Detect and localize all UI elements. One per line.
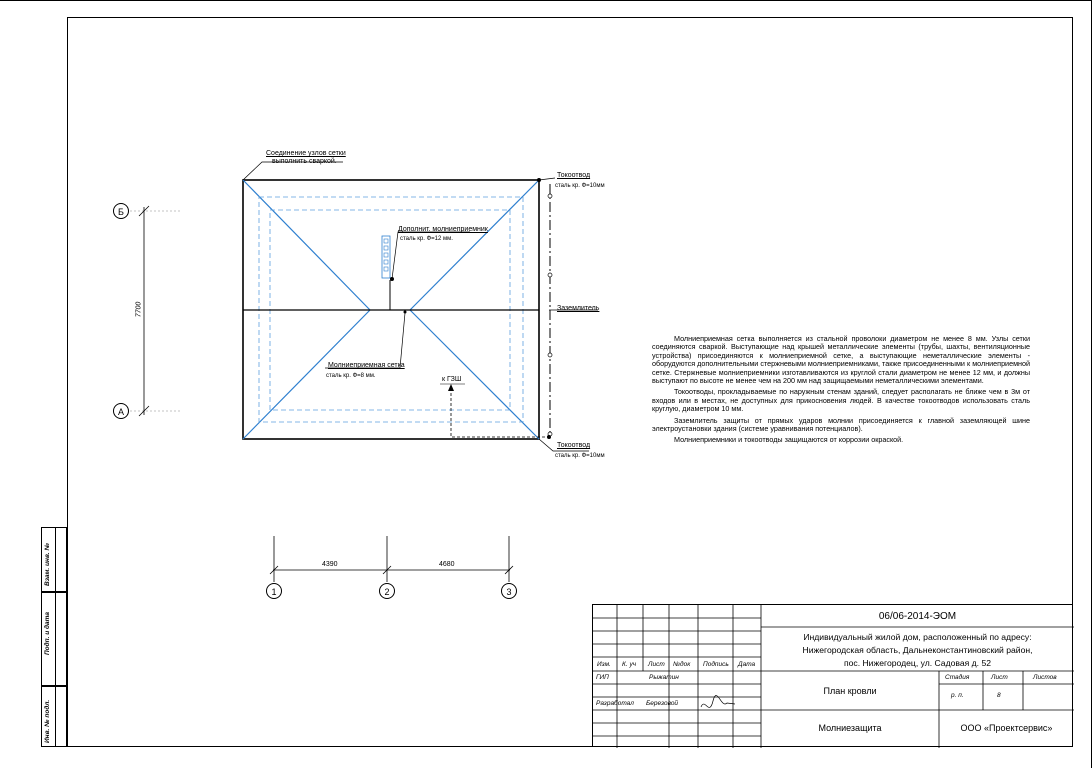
axis-a: А (113, 403, 129, 419)
note-3: Заземлитель защиты от прямых ударов молнии присоединяется к главной заземляющей шине электроустановки здания (системе уравнивания потенциалов). (652, 415, 1030, 434)
sheet-title: План кровли (823, 686, 877, 696)
object-line-2: Нижегородская область, Дальнеконстантиновский район, (802, 645, 1033, 655)
dim-span-2-3: 4680 (439, 561, 455, 568)
axis-b: Б (113, 203, 129, 219)
stamp-replaced-inv-label: Взам. инв. № (44, 543, 51, 586)
stamp-inv-original (41, 686, 67, 747)
object-line-1: Индивидуальный жилой дом, расположенный по адресу: (803, 632, 1032, 642)
role-gip: ГИП (596, 674, 609, 681)
down-conductor-top-spec: сталь кр. Ф=10мм (555, 183, 605, 189)
role-developer: Разработал (596, 700, 634, 707)
earthing-label: Заземлитель (557, 305, 600, 312)
stage-label: Стадия (945, 674, 970, 681)
stamp-inv-original-label: Инв. № подл. (44, 699, 51, 743)
company-name: ООО «Проектсервис» (960, 723, 1053, 733)
general-notes (652, 335, 1030, 448)
section-name: Молниезащита (818, 723, 882, 733)
to-gzsh-label: к ГЗШ (442, 376, 462, 383)
axis-1: 1 (266, 583, 282, 599)
name-developer: Березовой (646, 700, 679, 707)
col-ndok: №док (673, 661, 691, 668)
grid-joints-label-2: выполнить сваркой. (272, 158, 337, 165)
axis-3: 3 (501, 583, 517, 599)
title-block (592, 604, 1073, 747)
sheet-label: Лист (991, 674, 1008, 681)
col-data: Дата (738, 661, 756, 668)
col-list: Лист (648, 661, 665, 668)
down-conductor-bottom-spec: сталь кр. Ф=10мм (555, 453, 605, 459)
object-line-3: пос. Нижегородец, ул. Садовая д. 52 (843, 658, 992, 668)
mesh-title: Молниеприемная сетка (328, 362, 405, 369)
stamp-replaced-inv (41, 527, 67, 592)
dim-vertical: 7700 (135, 301, 143, 318)
note-2: Токоотводы, прокладываемые по наружным стенам зданий, следует располагать не ближе чем в 3м от входов или в местах, не доступных для прикосновения людей. В качестве токоотводов использовать сталь круглую, диаметром 10 мм. (652, 387, 1030, 414)
down-conductor-top-title: Токоотвод (557, 172, 591, 179)
stamp-sign-date (41, 592, 67, 686)
dim-span-1-2: 4390 (322, 561, 338, 568)
sheets-label: Листов (1033, 674, 1057, 681)
col-podp: Подпись (703, 661, 729, 668)
axis-2: 2 (379, 583, 395, 599)
down-conductor-bottom-title: Токоотвод (557, 442, 591, 449)
sheet-value: 8 (997, 692, 1001, 699)
name-gip: Рыжатин (649, 674, 679, 681)
mesh-spec: сталь кр. Ф=8 мм. (326, 373, 376, 379)
note-1: Молниеприемная сетка выполняется из стальной проволоки диаметром не менее 8 мм. Узлы сетки соединяются сваркой. Выступающие над крышей металлические элементы (трубы, шахты, вентиляционные устройства) присоединяются к молниеприемной сетке, а выступающие неметаллические элементы - оборудуются дополнительными стержневыми молниеприемниками, также присоединенными к молниеприемной сетке. Стержневые молниеприемники изготавливаются из круглой стали диаметром не менее 12 мм, и должны выступают по высоте не менее чем на 200 мм над защищаемыми неметаллическими элементами. (652, 334, 1030, 386)
col-izm: Изм. (597, 661, 611, 668)
extra-rod-spec: сталь кр. Ф=12 мм. (400, 236, 453, 242)
grid-joints-label-1: Соединение узлов сетки (266, 150, 346, 157)
doc-code: 06/06-2014-ЭОМ (878, 611, 957, 622)
extra-rod-title: Дополнит. молниеприемник (398, 226, 488, 233)
stage-value: р. п. (951, 692, 964, 699)
col-kuch: К. уч (622, 661, 637, 668)
stamp-sign-date-label: Подп. и дата (44, 611, 51, 655)
note-4: Молниеприемники и токоотводы защищаются от коррозии окраской. (674, 435, 904, 445)
